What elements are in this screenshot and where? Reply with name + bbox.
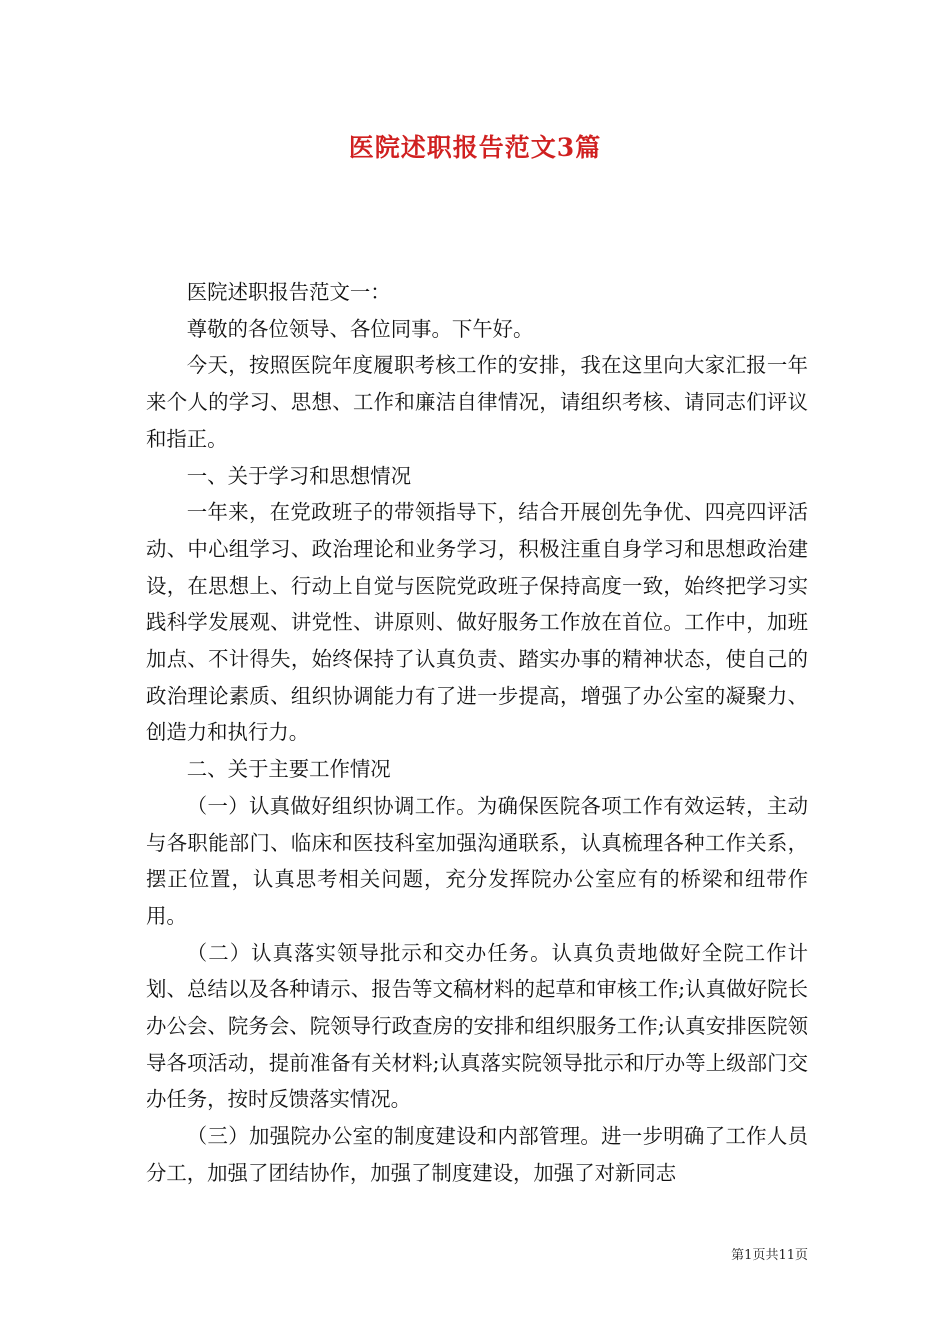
paragraph-work-1: （一）认真做好组织协调工作。为确保医院各项工作有效运转，主动与各职能部门、临床和医技科室加强沟通联系，认真梳理各种工作关系，摆正位置，认真思考相关问题，充分发挥院办公室应有的桥梁和纽带作用。: [146, 793, 808, 928]
section-heading-work: 二、关于主要工作情况: [186, 757, 391, 782]
document-body: [146, 274, 808, 1192]
paragraph-work-3: （三）加强院办公室的制度建设和内部管理。进一步明确了工作人员分工，加强了团结协作，加强了制度建设，加强了对新同志: [146, 1124, 808, 1185]
paragraph-greeting: 尊敬的各位领导、各位同事。下午好。: [186, 316, 534, 341]
paragraph-intro: 今天，按照医院年度履职考核工作的安排，我在这里向大家汇报一年来个人的学习、思想、工作和廉洁自律情况，请组织考核、请同志们评议和指正。: [146, 353, 808, 451]
document-title: 医院述职报告范文3篇: [348, 133, 602, 162]
page-number-footer: 第1页共11页: [731, 1248, 808, 1263]
paragraph-study: 一年来，在党政班子的带领指导下，结合开展创先争优、四亮四评活动、中心组学习、政治理论和业务学习，积极注重自身学习和思想政治建设，在思想上、行动上自觉与医院党政班子保持高度一致，始终把学习实践科学发展观、讲党性、讲原则、做好服务工作放在首位。工作中，加班加点、不计得失，始终保持了认真负责、踏实办事的精神状态，使自己的政治理论素质、组织协调能力有了进一步提高，增强了办公室的凝聚力、创造力和执行力。: [146, 500, 808, 745]
section-heading-study: 一、关于学习和思想情况: [186, 463, 412, 488]
paragraph-work-2: （二）认真落实领导批示和交办任务。认真负责地做好全院工作计划、总结以及各种请示、报告等文稿材料的起草和审核工作;认真做好院长办公会、院务会、院领导行政查房的安排和组织服务工作;认真安排医院领导各项活动，提前准备有关材料;认真落实院领导批示和厅办等上级部门交办任务，按时反馈落实情况。: [146, 940, 808, 1112]
paragraph-heading-sample: 医院述职报告范文一：: [186, 280, 391, 304]
